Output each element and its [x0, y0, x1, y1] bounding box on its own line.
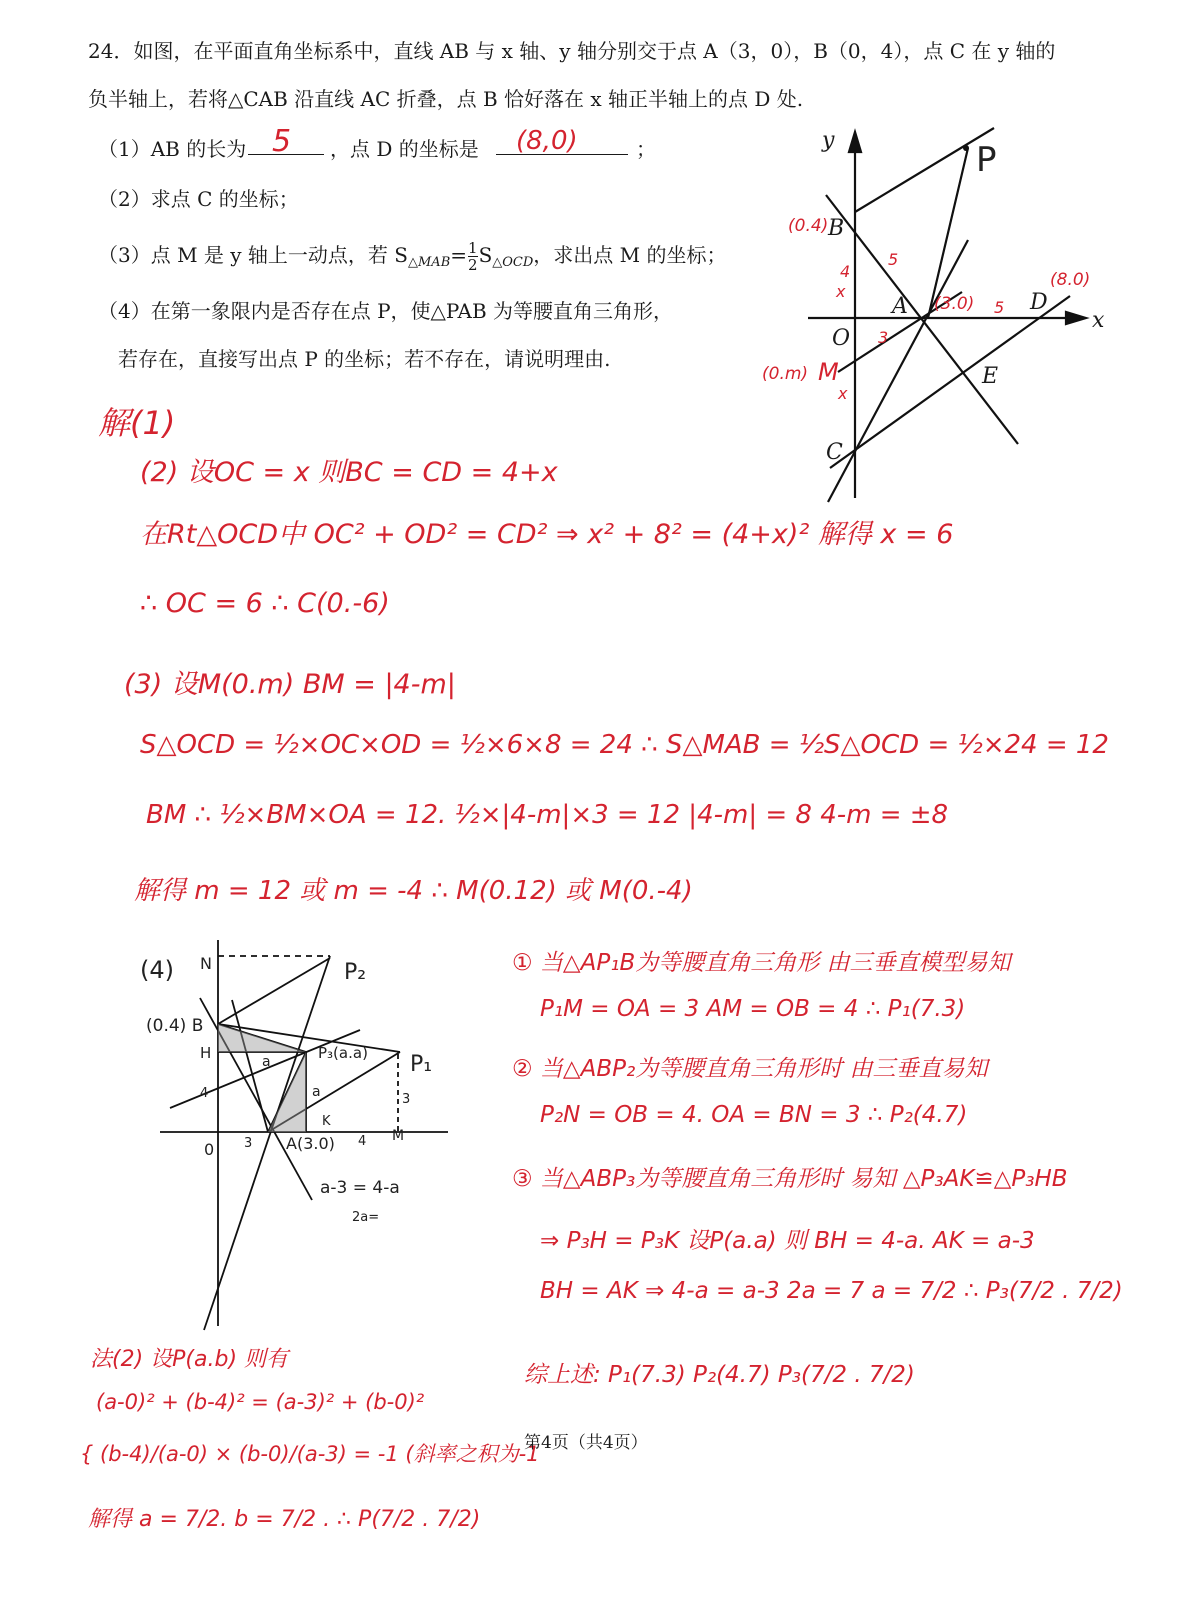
- fig2-p3-label: P₃(a.a): [318, 1044, 368, 1062]
- fig1-length-oa: 3: [878, 328, 889, 347]
- fig2-length-3: 3: [244, 1136, 253, 1151]
- solution-part-1: 解(1): [98, 404, 176, 442]
- case-1-line-1: ① 当△AP₁B为等腰直角三角形 由三垂直模型易知: [512, 950, 1011, 976]
- fig1-origin-label: O: [832, 326, 851, 351]
- fig1-m-label: M: [818, 358, 839, 386]
- solution-part-3-line-4: 解得 m = 12 或 m = -4 ∴ M(0.12) 或 M(0.-4): [134, 876, 693, 906]
- question-4-line-2: 若存在，直接写出点 P 的坐标；若不存在，请说明理由.: [118, 347, 611, 371]
- question-1-prefix: （1）AB 的长为: [98, 137, 247, 161]
- question-3-equals: =: [450, 243, 468, 267]
- fig1-length-x-upper: x: [836, 282, 846, 301]
- answer-d-coordinate: (8,0): [516, 126, 578, 156]
- problem-line-1: 24．如图，在平面直角坐标系中，直线 AB 与 x 轴、y 轴分别交于点 A（3，0），B（0，4），点 C 在 y 轴的: [88, 39, 1056, 63]
- method-2-line-4: 解得 a = 7/2. b = 7/2 . ∴ P(7/2 . 7/2): [88, 1507, 481, 1532]
- fig2-k-label: K: [322, 1114, 331, 1129]
- fig1-length-ad: 5: [994, 298, 1005, 317]
- fig1-length-ob: 4: [840, 262, 851, 281]
- question-3-part-b: S: [478, 243, 493, 267]
- fig2-note-1: a-3 = 4-a: [320, 1178, 400, 1198]
- fig1-point-b: B: [828, 216, 845, 241]
- fig1-point-d: D: [1030, 290, 1048, 315]
- fig1-point-a: A: [892, 294, 908, 319]
- case-3-line-3: BH = AK ⇒ 4-a = a-3 2a = 7 a = 7/2 ∴ P₃(7/2 . 7/2): [540, 1278, 1123, 1304]
- question-4-line-1: （4）在第一象限内是否存在点 P，使△PAB 为等腰直角三角形，: [98, 299, 674, 323]
- case-2-line-1: ② 当△ABP₂为等腰直角三角形时 由三垂直易知: [512, 1056, 988, 1082]
- fig2-length-a-side: a: [312, 1084, 321, 1100]
- case-summary: 综上述: P₁(7.3) P₂(4.7) P₃(7/2 . 7/2): [524, 1362, 915, 1388]
- fig1-b-coordinate: (0.4): [788, 216, 829, 236]
- fig1-length-ab: 5: [888, 250, 899, 269]
- fig2-p1-label: P₁: [410, 1052, 433, 1077]
- fig1-m-coordinate: (0.m): [762, 364, 809, 384]
- fig1-axis-y-label: y: [822, 128, 835, 153]
- answer-ab-length: 5: [272, 124, 292, 159]
- fig2-a-label: A(3.0): [286, 1134, 335, 1153]
- fig1-axis-x-label: x: [1092, 308, 1105, 333]
- case-1-line-2: P₁M = OA = 3 AM = OB = 4 ∴ P₁(7.3): [540, 996, 966, 1022]
- fig1-length-x-lower: x: [838, 384, 848, 403]
- fig2-length-4: 4: [200, 1086, 209, 1101]
- fig2-length-4-bottom: 4: [358, 1134, 367, 1149]
- question-3-part-a: （3）点 M 是 y 轴上一动点，若 S: [98, 243, 408, 267]
- fig2-length-3-right: 3: [402, 1092, 411, 1107]
- method-2-line-2: (a-0)² + (b-4)² = (a-3)² + (b-0)²: [96, 1390, 425, 1414]
- solution-part-2-line-1: (2) 设OC = x 则BC = CD = 4+x: [140, 457, 558, 488]
- method-2-line-3: { (b-4)/(a-0) × (b-0)/(a-3) = -1 (斜率之积为-1: [80, 1442, 540, 1466]
- fig2-p2-label: P₂: [344, 960, 367, 985]
- question-3-part-c: ，求出点 M 的坐标；: [533, 243, 727, 267]
- solution-part-4-label: (4): [140, 956, 174, 984]
- solution-part-3-line-3: BM ∴ ½×BM×OA = 12. ½×|4-m|×3 = 12 |4-m| = 8 4-m = ±8: [146, 800, 949, 830]
- fraction-denominator: 2: [468, 256, 478, 274]
- question-3-sub-ocd: △OCD: [492, 255, 534, 270]
- fig1-a-coordinate: (3.0): [934, 294, 975, 314]
- solution-part-3-line-1: (3) 设M(0.m) BM = |4-m|: [124, 669, 456, 700]
- question-2: （2）求点 C 的坐标；: [98, 187, 299, 211]
- fig2-h-label: H: [200, 1044, 212, 1062]
- question-3-sub-mab: △MAB: [408, 255, 451, 270]
- fig2-length-a-top: a: [262, 1054, 271, 1070]
- fig2-m-label: M: [392, 1128, 405, 1144]
- fig1-point-e: E: [982, 364, 999, 389]
- problem-line-2: 负半轴上，若将△CAB 沿直线 AC 折叠，点 B 恰好落在 x 轴正半轴上的点 D 处.: [88, 87, 804, 111]
- question-1-suffix: ；: [636, 137, 656, 161]
- page-footer: 第4页（共4页）: [524, 1433, 648, 1453]
- fig2-n-label: N: [200, 954, 212, 973]
- solution-part-3-line-2: S△OCD = ½×OC×OD = ½×6×8 = 24 ∴ S△MAB = ½S△OCD = ½×24 = 12: [140, 730, 1109, 760]
- fig2-origin-label: 0: [204, 1140, 215, 1159]
- fig1-point-p: P: [976, 140, 997, 180]
- fig2-line-b-p2: [218, 958, 330, 1024]
- solution-part-2-line-2: 在Rt△OCD中 OC² + OD² = CD² ⇒ x² + 8² = (4+x)² 解得 x = 6: [140, 519, 954, 550]
- solution-part-2-line-3: ∴ OC = 6 ∴ C(0.-6): [140, 588, 390, 619]
- fig1-d-coordinate: (8.0): [1050, 270, 1091, 290]
- case-2-line-2: P₂N = OB = 4. OA = BN = 3 ∴ P₂(4.7): [540, 1102, 968, 1128]
- fig1-point-c: C: [826, 440, 843, 465]
- method-2-line-1: 法(2) 设P(a.b) 则有: [90, 1347, 289, 1372]
- case-3-line-1: ③ 当△ABP₃为等腰直角三角形时 易知 △P₃AK≌△P₃HB: [512, 1166, 1068, 1192]
- case-3-line-2: ⇒ P₃H = P₃K 设P(a.a) 则 BH = 4-a. AK = a-3: [540, 1228, 1035, 1254]
- question-1-middle: ，点 D 的坐标是: [330, 137, 479, 161]
- fig2-note-2: 2a=: [352, 1210, 380, 1225]
- fig2-b-label: (0.4) B: [146, 1016, 204, 1036]
- fraction-numerator: 1: [468, 239, 478, 257]
